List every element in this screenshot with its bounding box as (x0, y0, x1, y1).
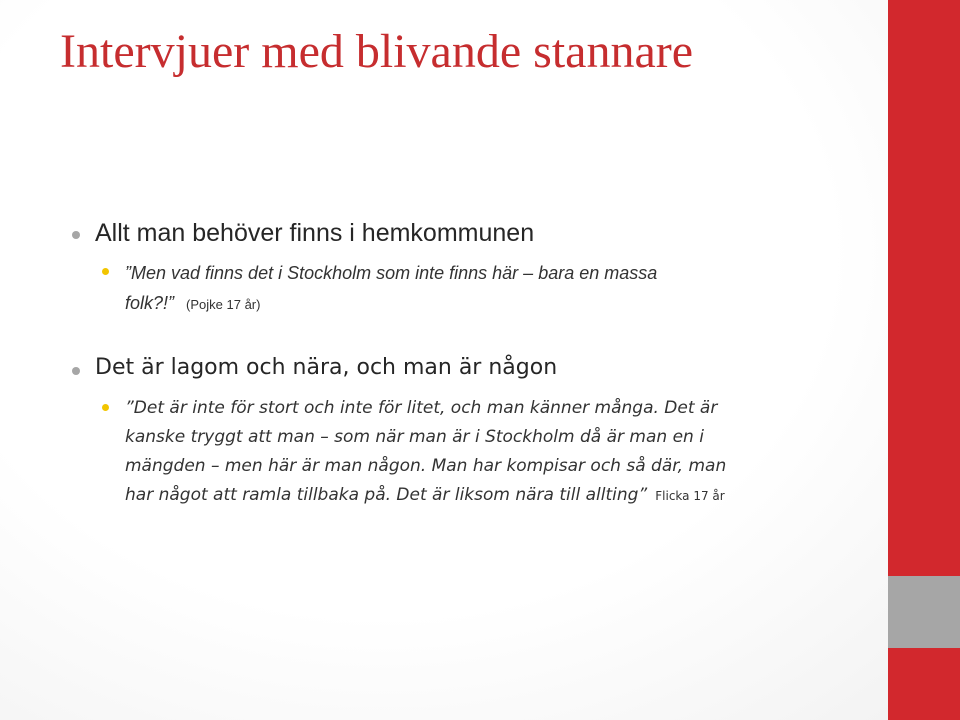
quote-2-line-1: ”Det är inte för stort och inte för litet, och man känner många. Det är (125, 398, 718, 418)
slide-title: Intervjuer med blivande stannare (60, 25, 694, 78)
quote-1 (125, 258, 825, 320)
quote-2-source: Flicka 17 år (655, 489, 725, 503)
quote-2-line-3: mängden – men här är man någon. Man har kompisar och så där, man (125, 456, 727, 476)
quote-2-line-4: har något att ramla tillbaka på. Det är liksom nära till allting” (125, 485, 648, 505)
side-accent-gray (888, 576, 960, 648)
point-heading-2: Det är lagom och nära, och man är någon (95, 355, 558, 380)
sub-bullet-icon (102, 268, 109, 275)
quote-2-line-2: kanske tryggt att man – som när man är i Stockholm då är man en i (125, 427, 704, 447)
quote-1-line-1: ”Men vad finns det i Stockholm som inte finns här – bara en massa (125, 263, 658, 283)
bullet-icon (72, 231, 80, 239)
bullet-icon (72, 367, 80, 375)
sub-bullet-icon (102, 404, 109, 411)
quote-1-source: (Pojke 17 år) (186, 297, 261, 312)
quote-1-line-2: folk?!” (125, 293, 175, 313)
point-heading-1: Allt man behöver finns i hemkommunen (95, 219, 535, 247)
quote-2 (125, 394, 825, 511)
side-accent-red-bottom (888, 648, 960, 720)
side-accent-red-top (888, 0, 960, 576)
